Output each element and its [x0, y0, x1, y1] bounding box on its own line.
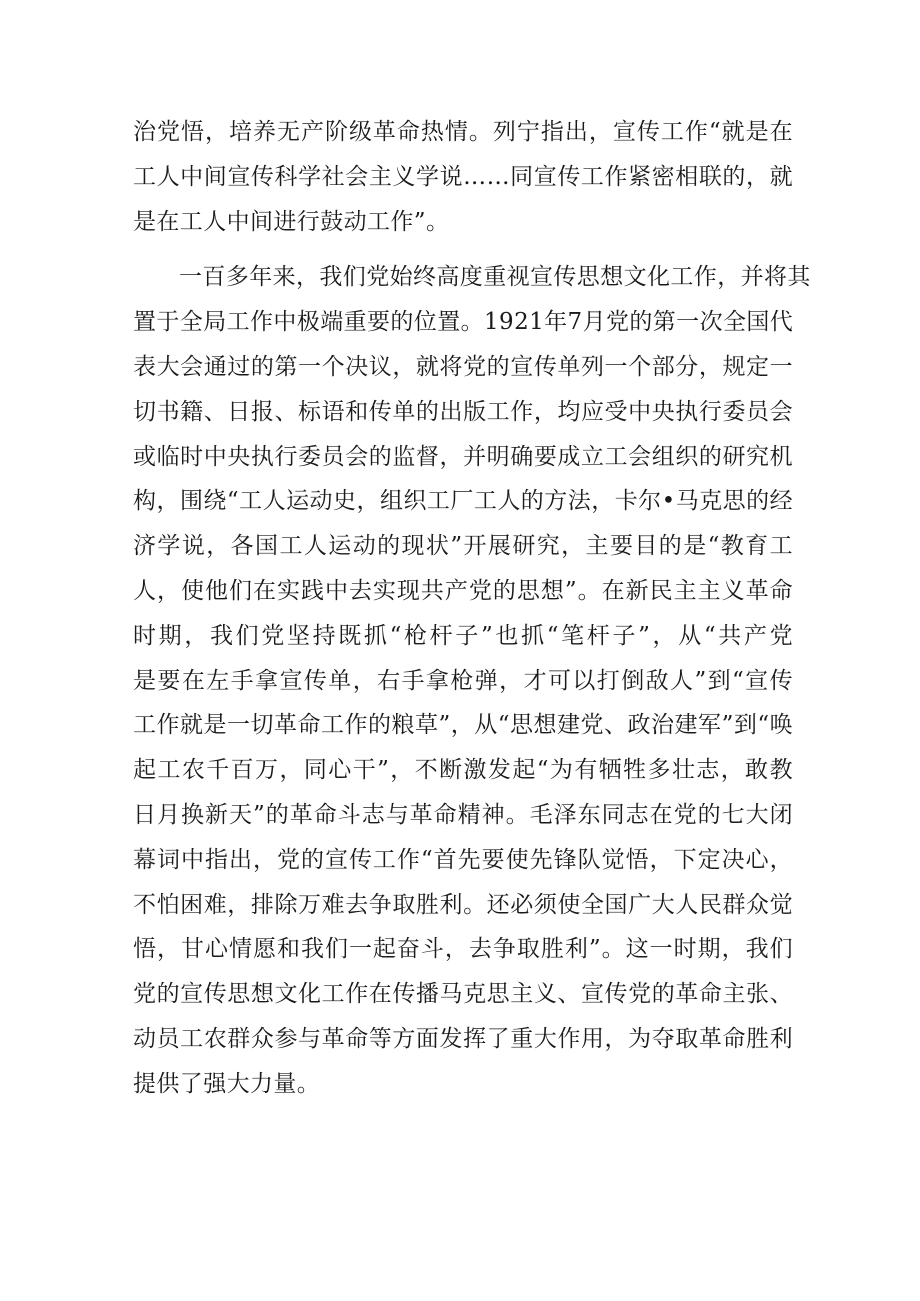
paragraph-line: 工作就是一切革命工作的粮草”，从“思想建党、政治建军”到“唤 [133, 712, 793, 739]
paragraph-line: 不怕困难，排除万难去争取胜利。还必须使全国广大人民群众觉 [133, 891, 793, 918]
paragraph-line: 幕词中指出，党的宣传工作“首先要使先锋队觉悟，下定决心， [133, 846, 793, 873]
paragraph-line: 提供了强大力量。 [133, 1070, 321, 1097]
paragraph-line: 起工农千百万，同心干”，不断激发起“为有牺牲多壮志，敢教 [133, 757, 793, 784]
paragraph-2 [133, 255, 811, 1106]
paragraph-line: 治党悟，培养无产阶级革命热情。列宁指出，宣传工作“就是在 [133, 119, 793, 145]
paragraph-line: 切书籍、日报、标语和传单的出版工作，均应受中央执行委员会 [133, 398, 793, 425]
paragraph-line: 时期，我们党坚持既抓“枪杆子”也抓“笔杆子”，从“共产党 [133, 622, 793, 649]
paragraph-line: 悟，甘心情愿和我们一起奋斗，去争取胜利”。这一时期，我们 [133, 936, 793, 963]
paragraph-line: 置于全局工作中极端重要的位置。1921年7月党的第一次全国代 [133, 309, 794, 336]
paragraph-line: 是要在左手拿宣传单，右手拿枪弹，才可以打倒敌人”到“宣传 [133, 667, 793, 694]
paragraph-line: 是在工人中间进行鼓动工作”。 [133, 208, 450, 235]
paragraph-line: 工人中间宣传科学社会主义学说……同宣传工作紧密相联的，就 [133, 163, 793, 190]
paragraph-line: 动员工农群众参与革命等方面发挥了重大作用，为夺取革命胜利 [133, 1025, 793, 1052]
paragraph-line: 或临时中央执行委员会的监督，并明确要成立工会组织的研究机 [133, 443, 793, 470]
paragraph-gap [133, 244, 793, 255]
paragraph-line: 人，使他们在实践中去实现共产党的思想”。在新民主主义革命 [133, 577, 793, 604]
body-text [133, 110, 811, 1107]
paragraph-line: 济学说，各国工人运动的现状”开展研究，主要目的是“教育工 [133, 533, 793, 560]
paragraph-line: 一百多年来，我们党始终高度重视宣传思想文化工作，并将其 [179, 264, 811, 291]
paragraph-line: 党的宣传思想文化工作在传播马克思主义、宣传党的革命主张、 [133, 981, 793, 1008]
paragraph-line: 日月换新天”的革命斗志与革命精神。毛泽东同志在党的七大闭 [133, 801, 793, 828]
paragraph-line: 表大会通过的第一个决议，就将党的宣传单列一个部分，规定一 [133, 353, 793, 380]
paragraph-1 [133, 110, 793, 244]
paragraph-line: 构，围绕“工人运动史，组织工厂工人的方法，卡尔•马克思的经 [133, 488, 793, 515]
